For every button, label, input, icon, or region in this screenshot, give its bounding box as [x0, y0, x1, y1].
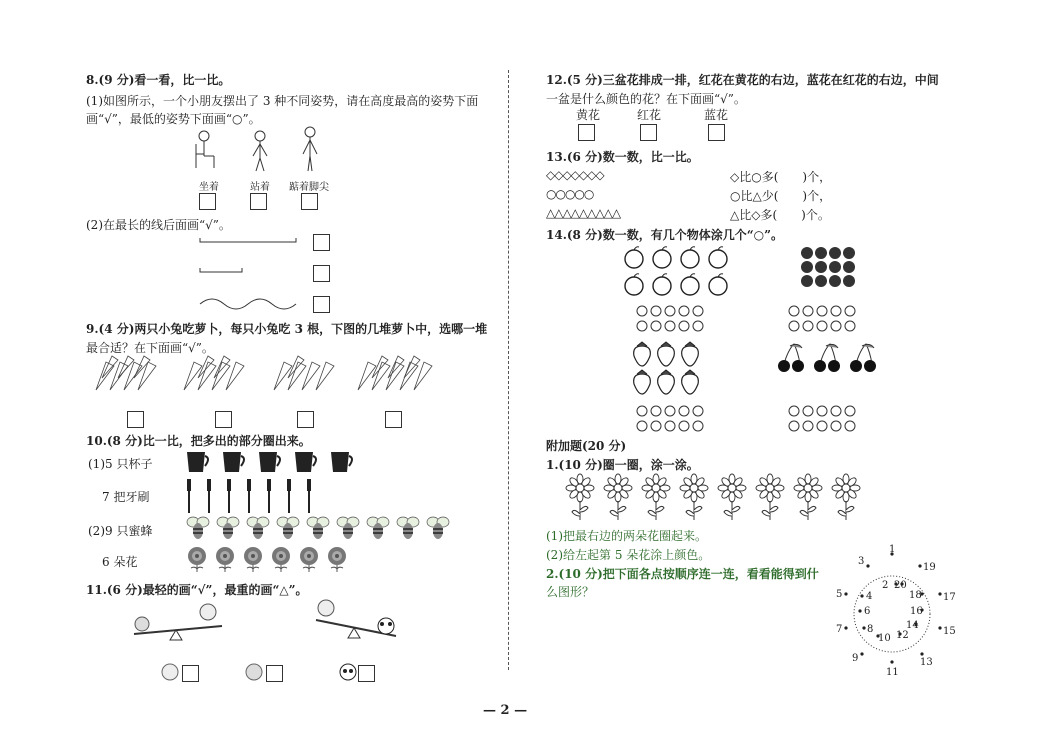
- q13-compare-2: ○比△少( )个，: [730, 189, 832, 203]
- dot-11: [890, 660, 893, 663]
- answer-box-animal-a[interactable]: [182, 665, 199, 682]
- apple-icon: [681, 247, 699, 268]
- svg-text:13: 13: [920, 657, 933, 668]
- svg-text:10: 10: [878, 633, 891, 644]
- toothbrush-icon: [307, 479, 311, 513]
- apple-icon: [653, 247, 671, 268]
- dot-4: [860, 594, 863, 597]
- flower-icon: [300, 547, 318, 572]
- strawberry-icon: [634, 342, 651, 366]
- dot-5: [844, 592, 847, 595]
- strawberry-icon: [682, 342, 699, 366]
- animal-a-icon: [160, 661, 180, 683]
- bonus-q2-line1: 2.(10 分)把下面各点按顺序连一连，看看能得到什: [546, 567, 819, 581]
- ball-icon: [843, 261, 855, 273]
- ball-icon: [815, 275, 827, 287]
- bee-icon: [247, 517, 269, 539]
- daisies-row: [566, 474, 876, 522]
- dot-9: [860, 652, 863, 655]
- svg-text:18: 18: [909, 590, 922, 601]
- apple-icon: [709, 247, 727, 268]
- q9-line2: 最合适？在下面画“√”。: [86, 341, 214, 355]
- dot-7: [844, 626, 847, 629]
- bee-icon: [307, 517, 329, 539]
- cherry-icon: [850, 344, 876, 372]
- q13-compare-1: ◇比○多( )个，: [730, 170, 832, 184]
- answer-circles-strawberries[interactable]: [636, 405, 712, 433]
- ball-icon: [829, 247, 841, 259]
- ball-icon: [815, 247, 827, 259]
- q14-heading: 14.(8 分)数一数，有几个物体涂几个“○”。: [546, 228, 784, 242]
- daisy-icon: [718, 474, 746, 520]
- compare-lines: [198, 232, 298, 312]
- svg-text:15: 15: [943, 626, 956, 637]
- cherry-icon: [778, 344, 804, 372]
- q10-row-flowers: 6 朵花: [102, 555, 138, 569]
- answer-box-tiptoe[interactable]: [301, 193, 318, 210]
- pose-label-tiptoe: 踮着脚尖: [289, 182, 329, 193]
- bonus-title: 附加题(20 分): [546, 439, 627, 453]
- answer-box-line-1[interactable]: [313, 234, 330, 251]
- answer-circles-balls[interactable]: [788, 305, 864, 333]
- svg-text:8: 8: [867, 624, 874, 635]
- answer-box-red[interactable]: [640, 124, 657, 141]
- q13-heading: 13.(6 分)数一数，比一比。: [546, 150, 699, 164]
- answer-box-pile-4[interactable]: [385, 411, 402, 428]
- pose-label-standing: 站着: [250, 182, 270, 193]
- bee-icon: [427, 517, 449, 539]
- dot-17: [938, 592, 941, 595]
- answer-box-animal-b[interactable]: [266, 665, 283, 682]
- q13-triangles: △△△△△△△△△: [546, 206, 621, 220]
- apple-icon: [653, 274, 671, 295]
- daisy-icon: [566, 474, 594, 520]
- answer-box-yellow[interactable]: [578, 124, 595, 141]
- dot-19: [918, 564, 921, 567]
- q10-row-cups: (1)5 只杯子: [88, 457, 153, 471]
- toothbrush-icon: [187, 479, 191, 513]
- tiptoe-figure-icon: [300, 126, 320, 172]
- q11-heading: 11.(6 分)最轻的画“√”，最重的画“△”。: [86, 583, 308, 597]
- q8-sub2: (2)在最长的线后面画“√”。: [86, 218, 231, 232]
- answer-box-panda[interactable]: [358, 665, 375, 682]
- answer-box-pile-1[interactable]: [127, 411, 144, 428]
- svg-text:4: 4: [866, 591, 873, 602]
- toothbrush-icon: [227, 479, 231, 513]
- svg-text:16: 16: [910, 606, 923, 617]
- strawberry-icon: [658, 370, 675, 394]
- daisy-icon: [832, 474, 860, 520]
- q10-row-bees: (2)9 只蜜蜂: [88, 524, 153, 538]
- animal-b-icon: [244, 661, 264, 683]
- svg-text:9: 9: [852, 653, 859, 664]
- answer-circles-cherries[interactable]: [788, 405, 864, 433]
- bonus-q1-part-b: (2)给左起第 5 朵花涂上颜色。: [546, 548, 711, 562]
- flower-icon: [244, 547, 262, 572]
- cherries-group: [776, 342, 876, 374]
- flower-icon: [216, 547, 234, 572]
- dot-6: [858, 609, 861, 612]
- ball-icon: [843, 247, 855, 259]
- carrot-pile-4: [358, 356, 432, 390]
- bonus-q1-heading: 1.(10 分)圈一圈，涂一涂。: [546, 458, 699, 472]
- answer-box-blue[interactable]: [708, 124, 725, 141]
- balls-group: [800, 246, 856, 290]
- toothbrush-icon: [267, 479, 271, 513]
- q8-heading: 8.(9 分)看一看，比一比。: [86, 73, 231, 87]
- daisy-icon: [794, 474, 822, 520]
- carrot-piles: [92, 352, 442, 396]
- answer-box-standing[interactable]: [250, 193, 267, 210]
- ball-icon: [815, 261, 827, 273]
- apple-icon: [625, 247, 643, 268]
- q12-option-blue: 蓝花: [704, 108, 729, 122]
- toothbrush-icon: [207, 479, 211, 513]
- q12-option-yellow: 黄花: [576, 108, 601, 122]
- dot-13: [920, 652, 923, 655]
- ball-icon: [843, 275, 855, 287]
- svg-text:20: 20: [894, 580, 907, 591]
- answer-box-pile-2[interactable]: [215, 411, 232, 428]
- seesaw-2: [316, 600, 396, 638]
- daisy-icon: [680, 474, 708, 520]
- q8-sub1: (1)如图所示，一个小朋友摆出了 3 种不同姿势，请在高度最高的姿势下面: [86, 94, 479, 108]
- flower-icon: [328, 547, 346, 572]
- apples-group: [624, 246, 734, 298]
- svg-text:5: 5: [836, 589, 843, 600]
- svg-text:12: 12: [896, 630, 909, 641]
- flower-icon: [188, 547, 206, 572]
- svg-text:6: 6: [864, 606, 871, 617]
- seesaw-scenes: [130, 600, 430, 652]
- flowers-row: [185, 546, 355, 572]
- svg-text:7: 7: [836, 624, 843, 635]
- answer-circles-apples[interactable]: [636, 305, 712, 333]
- strawberry-icon: [634, 370, 651, 394]
- daisy-icon: [604, 474, 632, 520]
- q13-compare-3: △比◇多( )个。: [730, 208, 830, 222]
- ball-icon: [801, 275, 813, 287]
- q9-line1: 9.(4 分)两只小兔吃萝卜，每只小兔吃 3 根，下图的几堆萝卜中，选哪一堆: [86, 322, 488, 336]
- cup-icon: [187, 452, 208, 472]
- ball-icon: [829, 275, 841, 287]
- ball-icon: [801, 261, 813, 273]
- toothbrushes-row: [185, 479, 325, 515]
- dot-15: [938, 626, 941, 629]
- bonus-q1-part-a: (1)把最右边的两朵花圈起来。: [546, 529, 707, 543]
- bee-icon: [277, 517, 299, 539]
- answer-box-pile-3[interactable]: [297, 411, 314, 428]
- q8-sub1b: 画“√”，最低的姿势下面画“○”。: [86, 112, 261, 126]
- svg-text:2: 2: [882, 580, 889, 591]
- cups-row: [185, 450, 360, 474]
- carrot-pile-1: [96, 356, 156, 390]
- svg-text:14: 14: [906, 620, 919, 631]
- seesaw-1: [134, 604, 222, 640]
- svg-text:11: 11: [886, 667, 899, 678]
- toothbrush-icon: [247, 479, 251, 513]
- q12-line1: 12.(5 分)三盆花排成一排，红花在黄花的右边，蓝花在红花的右边，中间: [546, 73, 939, 87]
- daisy-icon: [642, 474, 670, 520]
- sitting-figure-icon: [192, 130, 216, 170]
- cup-icon: [295, 452, 316, 472]
- bee-icon: [187, 517, 209, 539]
- svg-text:19: 19: [923, 562, 936, 573]
- svg-text:17: 17: [943, 592, 956, 603]
- q10-heading: 10.(8 分)比一比，把多出的部分圈出来。: [86, 434, 311, 448]
- connect-dots-puzzle[interactable]: [830, 544, 960, 680]
- carrot-pile-2: [184, 356, 244, 390]
- bee-icon: [217, 517, 239, 539]
- q12-line2: 一盆是什么颜色的花？在下面画“√”。: [546, 92, 746, 106]
- apple-icon: [625, 274, 643, 295]
- bee-icon: [397, 517, 419, 539]
- answer-box-line-3[interactable]: [313, 296, 330, 313]
- apple-icon: [681, 274, 699, 295]
- bees-row: [185, 516, 455, 542]
- page-number: — 2 —: [483, 703, 528, 718]
- ball-icon: [829, 261, 841, 273]
- cup-icon: [223, 452, 244, 472]
- q10-row-toothbrushes: 7 把牙刷: [102, 490, 150, 504]
- answer-box-sitting[interactable]: [199, 193, 216, 210]
- flower-icon: [272, 547, 290, 572]
- answer-box-line-2[interactable]: [313, 265, 330, 282]
- ball-icon: [801, 247, 813, 259]
- cup-icon: [259, 452, 280, 472]
- daisy-icon: [756, 474, 784, 520]
- q12-option-red: 红花: [637, 108, 662, 122]
- carrot-pile-3: [274, 356, 334, 390]
- apple-icon: [709, 274, 727, 295]
- q13-circles: ○○○○○: [546, 187, 594, 201]
- standing-figure-icon: [250, 130, 270, 172]
- toothbrush-icon: [287, 479, 291, 513]
- strawberry-icon: [658, 342, 675, 366]
- pose-label-sitting: 坐着: [199, 182, 219, 193]
- svg-text:3: 3: [858, 556, 865, 567]
- svg-text:1: 1: [889, 544, 896, 555]
- q13-diamonds: ◇◇◇◇◇◇◇: [546, 168, 604, 182]
- dot-3: [866, 564, 869, 567]
- cherry-icon: [814, 344, 840, 372]
- dot-8: [862, 626, 865, 629]
- strawberries-group: [632, 342, 712, 396]
- strawberry-icon: [682, 370, 699, 394]
- panda-icon: [338, 661, 358, 683]
- bee-icon: [367, 517, 389, 539]
- page-divider: [508, 70, 509, 670]
- bonus-q2-line2: 么图形？: [546, 585, 595, 599]
- cup-icon: [331, 452, 352, 472]
- bee-icon: [337, 517, 359, 539]
